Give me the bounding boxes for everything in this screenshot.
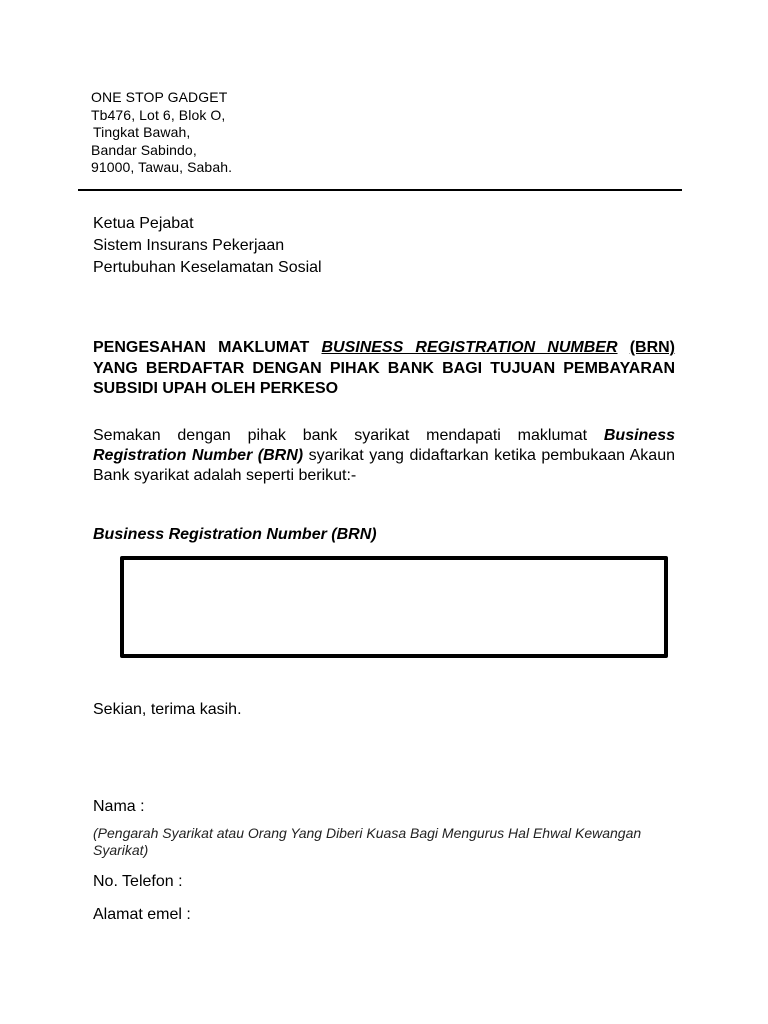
body-paragraph [93, 426, 675, 486]
recipient-line: Ketua Pejabat [93, 215, 194, 232]
letter-subject [93, 338, 675, 400]
header-divider [78, 189, 682, 191]
brn-input-box[interactable] [120, 556, 668, 658]
name-label: Nama : [93, 798, 145, 815]
paragraph-text: Semakan dengan pihak bank syarikat mendapati maklumat [93, 427, 604, 444]
sender-address-line: Bandar Sabindo, [91, 141, 197, 158]
recipient-line: Pertubuhan Keselamatan Sosial [93, 259, 322, 276]
email-label: Alamat emel : [93, 906, 191, 923]
sender-address-line: Tb476, Lot 6, Blok O, [91, 106, 226, 123]
subject-brn-term: BUSINESS REGISTRATION NUMBER [321, 339, 618, 356]
recipient-address [93, 213, 322, 279]
subject-text: PENGESAHAN MAKLUMAT [93, 339, 322, 356]
subject-space [618, 339, 630, 356]
subject-brn-abbr: (BRN) [629, 339, 676, 356]
brn-label: Business Registration Number (BRN) [93, 526, 377, 543]
recipient-line: Sistem Insurans Pekerjaan [93, 237, 285, 254]
phone-label: No. Telefon : [93, 873, 183, 890]
paragraph-emphasis: Business Registration Number (BRN) [93, 427, 675, 464]
name-note: (Pengarah Syarikat atau Orang Yang Diberi Kuasa Bagi Mengurus Hal Ehwal Kewangan Syarikat) [93, 825, 642, 858]
paragraph-text: syarikat yang didaftarkan ketika pembukaan Akaun Bank syarikat adalah seperti berikut:- [93, 447, 675, 484]
sender-address-line: Tingkat Bawah, [93, 124, 191, 140]
closing-line: Sekian, terima kasih. [93, 701, 242, 718]
sender-company-name: ONE STOP GADGET [91, 89, 228, 105]
sender-address-line: 91000, Tawau, Sabah. [91, 159, 233, 175]
sender-address [91, 89, 232, 177]
subject-text: YANG BERDAFTAR DENGAN PIHAK BANK BAGI TUJUAN PEMBAYARAN SUBSIDI UPAH OLEH PERKESO [93, 359, 675, 397]
